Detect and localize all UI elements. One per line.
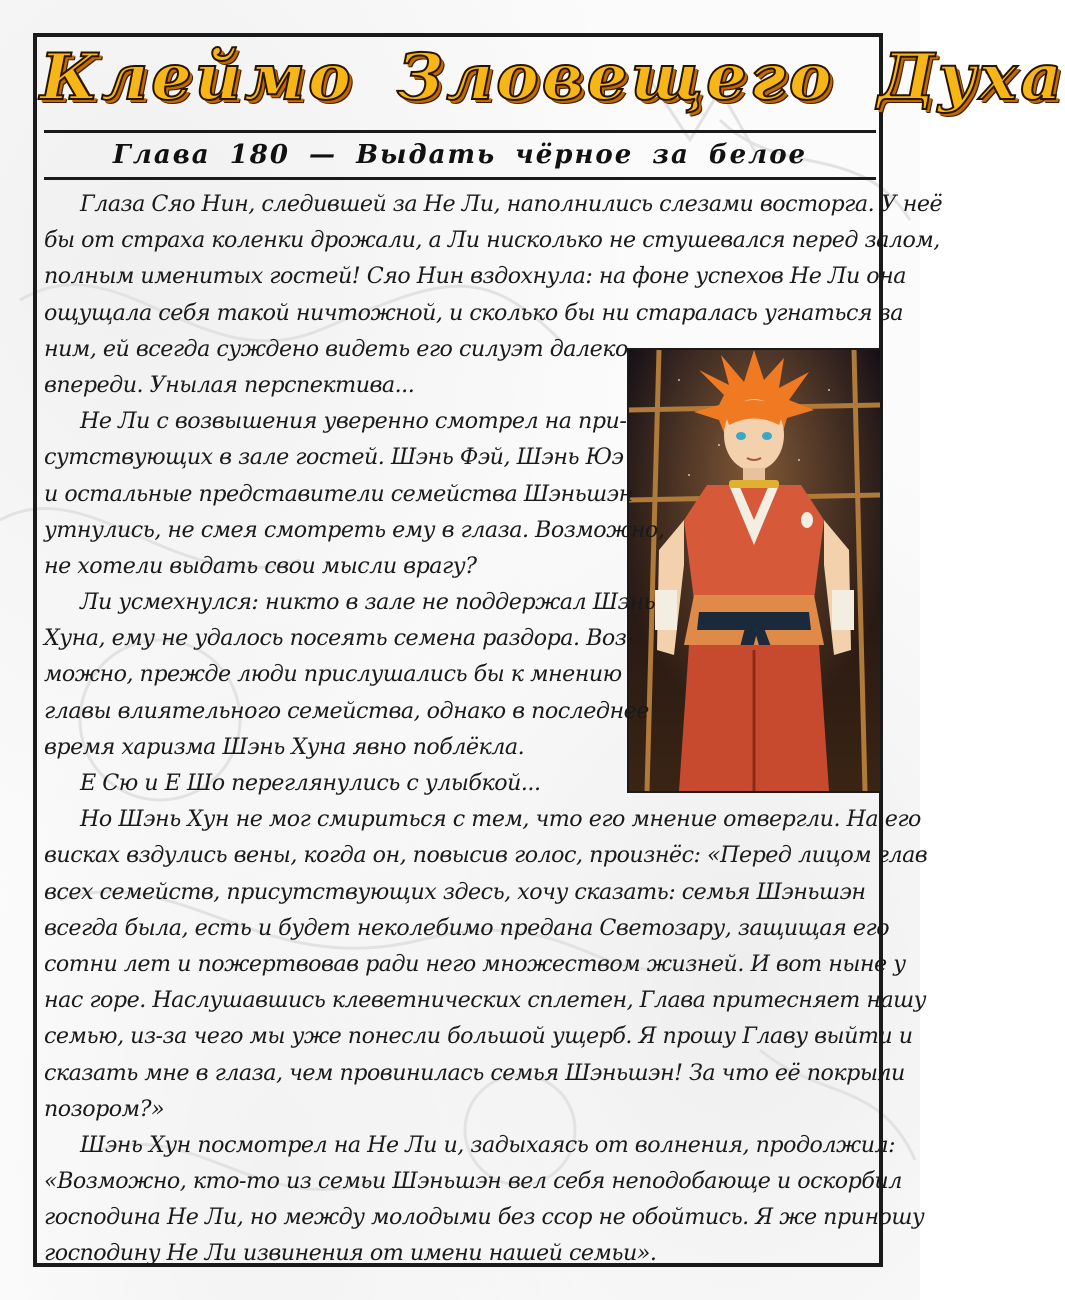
text-line: Хуна, ему не удалось посеять семена раздора. Воз- [44, 625, 634, 652]
text-line: и остальные представители семейства Шэньшэн [44, 480, 633, 507]
text-line: всегда была, есть и будет неколебимо предана Светозару, защищая его [44, 914, 890, 941]
manga-title: Клеймо Зловещего Духа [40, 40, 1065, 115]
text-line: утнулись, не смея смотреть ему в глаза. Возможно, [44, 516, 665, 543]
text-line: впереди. Унылая перспектива... [44, 371, 415, 398]
text-line: семью, из-за чего мы уже понесли большой ущерб. Я прошу Главу выйти и [44, 1023, 913, 1050]
text-line: можно, прежде люди прислушались бы к мнению [44, 661, 622, 688]
text-line: главы влиятельного семейства, однако в последнее [44, 697, 649, 724]
text-line: сутствующих в зале гостей. Шэнь Фэй, Шэнь Юэ [44, 444, 624, 471]
text-line: бы от страха коленки дрожали, а Ли нисколько не стушевался перед залом, [44, 227, 940, 254]
text-line: сотни лет и пожертвовав ради него множеством жизней. И вот ныне у [44, 950, 906, 977]
text-line: всех семейств, присутствующих здесь, хочу сказать: семья Шэньшэн [44, 878, 866, 905]
text-line: висках вздулись вены, когда он, повысив голос, произнёс: «Перед лицом глав [44, 842, 928, 869]
text-line: Не Ли с возвышения уверенно смотрел на при- [80, 408, 627, 435]
text-line: господину Не Ли извинения от имени нашей семьи». [44, 1240, 657, 1267]
text-line: «Возможно, кто-то из семьи Шэньшэн вел себя неподобающе и оскорбил [44, 1168, 902, 1195]
text-line: господина Не Ли, но между молодыми без ссор не обойтись. Я же приношу [44, 1204, 925, 1231]
text-line: нас горе. Наслушавшись клеветнических сплетен, Глава притесняет нашу [44, 987, 927, 1014]
text-line: ним, ей всегда суждено видеть его силуэт далеко [44, 335, 628, 362]
text-line: сказать мне в глаза, чем провинилась семья Шэньшэн! За что её покрыли [44, 1059, 905, 1086]
divider-bottom [44, 177, 876, 180]
text-line: позором?» [44, 1095, 165, 1122]
divider-top [44, 130, 876, 133]
text-line: Но Шэнь Хун не мог смириться с тем, что его мнение отвергли. На его [80, 806, 921, 833]
text-line: Шэнь Хун посмотрел на Не Ли и, задыхаясь от волнения, продолжил: [80, 1131, 896, 1158]
text-line: не хотели выдать свои мысли врагу? [44, 552, 477, 579]
text-line: время харизма Шэнь Хуна явно поблёкла. [44, 733, 525, 760]
story-text [44, 186, 943, 1272]
text-line: Е Сю и Е Шо переглянулись с улыбкой... [80, 770, 541, 796]
text-line: полным именитых гостей! Сяо Нин вздохнула: на фоне успехов Не Ли она [44, 263, 906, 290]
text-line: Глаза Сяо Нин, следившей за Не Ли, наполнились слезами восторга. У неё [80, 191, 943, 217]
chapter-heading: Глава 180 — Выдать чёрное за белое [112, 140, 808, 170]
text-line: ощущала себя такой ничтожной, и сколько бы ни старалась угнаться за [44, 299, 903, 326]
text-line: Ли усмехнулся: никто в зале не поддержал Шэнь [80, 589, 656, 616]
